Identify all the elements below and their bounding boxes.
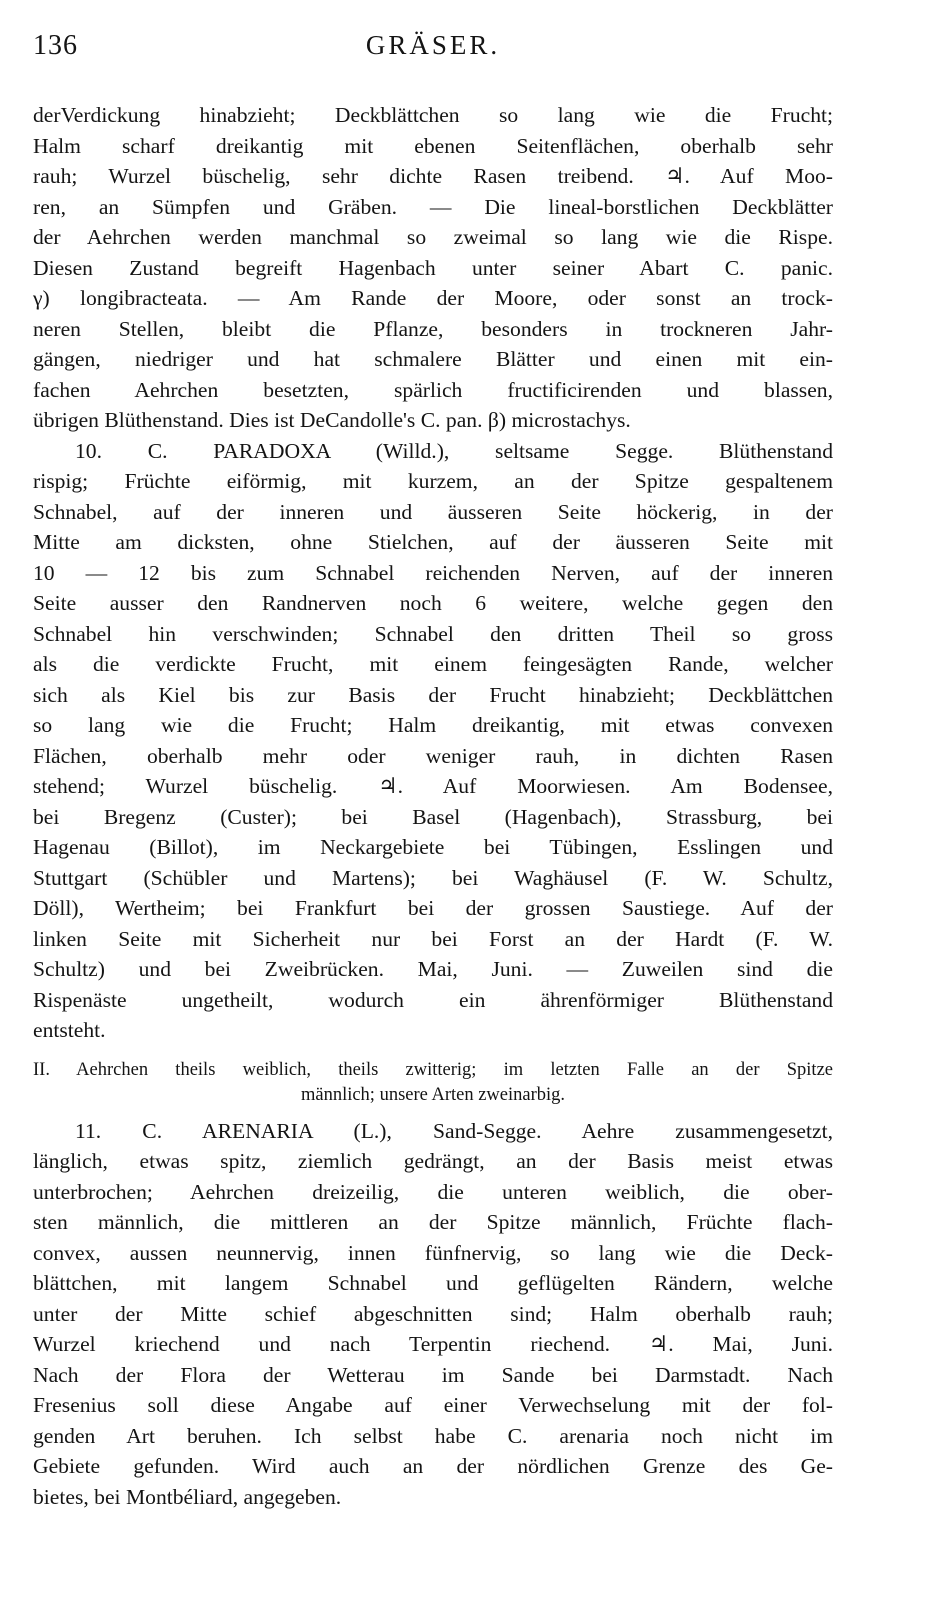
section-heading-line: männlich; unsere Arten zweinarbig. bbox=[300, 1084, 566, 1105]
text-line: bei Bregenz (Custer); bei Basel (Hagenbach), Strassburg, bei bbox=[33, 804, 833, 829]
text-line: so lang wie die Frucht; Halm dreikantig, mit etwas convexen bbox=[33, 713, 833, 737]
text-line: γ) longibracteata. — Am Rande der Moore, oder sonst an trock- bbox=[33, 286, 833, 310]
section-heading bbox=[33, 1058, 833, 1108]
text-line: rispig; Früchte eiförmig, mit kurzem, an der Spitze gespaltenem bbox=[33, 469, 833, 493]
text-line: Stuttgart (Schübler und Martens); bei Waghäusel (F. W. Schultz, bbox=[33, 865, 833, 890]
text-line: Döll), Wertheim; bei Frankfurt bei der grossen Saustiege. Auf der bbox=[33, 896, 833, 920]
text-line: 10. C. PARADOXA (Willd.), seltsame Segge. Blüthenstand bbox=[75, 438, 833, 463]
text-line: linken Seite mit Sicherheit nur bei Forst an der Hardt (F. W. bbox=[33, 926, 833, 951]
text-line: 10 — 12 bis zum Schnabel reichenden Nerven, auf der inneren bbox=[33, 560, 833, 585]
text-line: Rispenäste ungetheilt, wodurch ein ährenförmiger Blüthenstand bbox=[33, 987, 833, 1012]
section-heading-line: II. Aehrchen theils weiblich, theils zwitterig; im letzten Falle an der Spitze bbox=[33, 1059, 833, 1080]
text-line: fachen Aehrchen besetzten, spärlich fructificirenden und blassen, bbox=[33, 377, 833, 402]
text-line: convex, aussen neunnervig, innen fünfnervig, so lang wie die Deck- bbox=[33, 1240, 833, 1265]
text-line: stehend; Wurzel büschelig. ♃. Auf Moorwiesen. Am Bodensee, bbox=[33, 774, 833, 798]
text-line: Seite ausser den Randnerven noch 6 weitere, welche gegen den bbox=[33, 591, 833, 615]
text-line: Nach der Flora der Wetterau im Sande bei Darmstadt. Nach bbox=[33, 1362, 833, 1387]
text-line: sten männlich, die mittleren an der Spitze männlich, Früchte flach- bbox=[33, 1210, 833, 1234]
text-line: entsteht. bbox=[33, 1018, 106, 1042]
text-line: übrigen Blüthenstand. Dies ist DeCandolle's C. pan. β) microstachys. bbox=[33, 408, 631, 432]
text-line: Gebiete gefunden. Wird auch an der nördlichen Grenze des Ge- bbox=[33, 1454, 833, 1478]
paragraph-carex-paradoxa bbox=[33, 436, 833, 1046]
text-line: bietes, bei Montbéliard, angegeben. bbox=[33, 1484, 342, 1509]
text-line: sich als Kiel bis zur Basis der Frucht hinabzieht; Deckblättchen bbox=[33, 682, 833, 707]
text-line: neren Stellen, bleibt die Pflanze, besonders in trockneren Jahr- bbox=[33, 316, 833, 341]
text-line: 11. C. ARENARIA (L.), Sand-Segge. Aehre zusammengesetzt, bbox=[75, 1118, 833, 1143]
page-number: 136 bbox=[33, 30, 78, 61]
text-line: der Aehrchen werden manchmal so zweimal so lang wie die Rispe. bbox=[33, 225, 833, 249]
paragraph-continuation bbox=[33, 100, 833, 436]
text-line: ren, an Sümpfen und Gräben. — Die lineal-borstlichen Deckblätter bbox=[33, 194, 833, 219]
text-line: genden Art beruhen. Ich selbst habe C. arenaria noch nicht im bbox=[33, 1423, 833, 1448]
text-line: derVerdickung hinabzieht; Deckblättchen so lang wie die Frucht; bbox=[33, 103, 833, 127]
text-line: Wurzel kriechend und nach Terpentin riechend. ♃. Mai, Juni. bbox=[33, 1332, 833, 1356]
text-line: Halm scharf dreikantig mit ebenen Seitenflächen, oberhalb sehr bbox=[33, 133, 833, 158]
text-line: Diesen Zustand begreift Hagenbach unter seiner Abart C. panic. bbox=[33, 255, 833, 280]
text-line: länglich, etwas spitz, ziemlich gedrängt, an der Basis meist etwas bbox=[33, 1149, 833, 1173]
text-line: blättchen, mit langem Schnabel und geflügelten Rändern, welche bbox=[33, 1271, 833, 1295]
text-line: Schnabel hin verschwinden; Schnabel den dritten Theil so gross bbox=[33, 621, 833, 646]
text-line: Schultz) und bei Zweibrücken. Mai, Juni. — Zuweilen sind die bbox=[33, 957, 833, 981]
text-line: unter der Mitte schief abgeschnitten sind; Halm oberhalb rauh; bbox=[33, 1301, 833, 1326]
text-line: Mitte am dicksten, ohne Stielchen, auf der äusseren Seite mit bbox=[33, 530, 833, 554]
running-title: GRÄSER. bbox=[365, 30, 501, 60]
text-line: Flächen, oberhalb mehr oder weniger rauh, in dichten Rasen bbox=[33, 743, 833, 768]
text-line: rauh; Wurzel büschelig, sehr dichte Rasen treibend. ♃. Auf Moo- bbox=[33, 164, 833, 188]
text-line: Fresenius soll diese Angabe auf einer Verwechselung mit der fol- bbox=[33, 1393, 833, 1417]
text-line: unterbrochen; Aehrchen dreizeilig, die unteren weiblich, die ober- bbox=[33, 1179, 833, 1204]
paragraph-carex-arenaria bbox=[33, 1116, 833, 1513]
text-line: Schnabel, auf der inneren und äusseren Seite höckerig, in der bbox=[33, 499, 833, 524]
page-header bbox=[33, 30, 833, 70]
text-line: Hagenau (Billot), im Neckargebiete bei Tübingen, Esslingen und bbox=[33, 835, 833, 859]
text-line: gängen, niedriger und hat schmalere Blätter und einen mit ein- bbox=[33, 347, 833, 371]
body-text bbox=[33, 100, 833, 1512]
text-line: als die verdickte Frucht, mit einem feingesägten Rande, welcher bbox=[33, 652, 833, 676]
